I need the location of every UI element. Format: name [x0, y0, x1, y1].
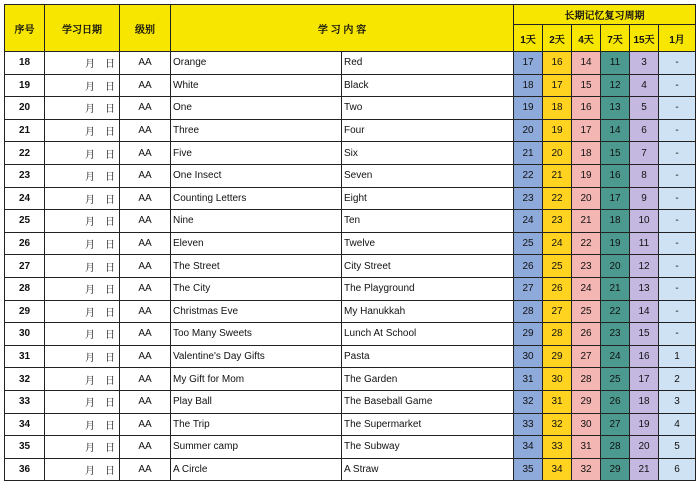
review-cell-15d: 6 [630, 119, 659, 142]
header-interval-1m: 1月 [659, 25, 696, 52]
header-level: 级别 [120, 5, 171, 52]
content-a-cell: Summer camp [171, 436, 342, 459]
level-cell: AA [120, 323, 171, 346]
review-cell-1m: - [659, 255, 696, 278]
content-b-cell: My Hanukkah [342, 300, 514, 323]
table-row [5, 368, 696, 391]
content-b-cell: Black [342, 74, 514, 97]
review-cell-1m: 6 [659, 458, 696, 481]
review-cell-7d: 15 [601, 142, 630, 165]
date-cell: 月 日 [45, 390, 120, 413]
review-cell-4d: 31 [572, 436, 601, 459]
review-cell-7d: 12 [601, 74, 630, 97]
review-cell-1m: 4 [659, 413, 696, 436]
table-row [5, 323, 696, 346]
table-row [5, 277, 696, 300]
review-cell-1m: 2 [659, 368, 696, 391]
table-row [5, 232, 696, 255]
header-interval-15d: 15天 [630, 25, 659, 52]
review-cell-7d: 25 [601, 368, 630, 391]
review-cell-1d: 34 [514, 436, 543, 459]
review-cell-1m: 1 [659, 345, 696, 368]
review-cell-4d: 30 [572, 413, 601, 436]
seq-cell: 31 [5, 345, 45, 368]
content-b-cell: The Garden [342, 368, 514, 391]
review-cell-2d: 22 [543, 187, 572, 210]
level-cell: AA [120, 232, 171, 255]
header-content: 学 习 内 容 [171, 5, 514, 52]
review-cell-15d: 16 [630, 345, 659, 368]
review-cell-1m: - [659, 323, 696, 346]
review-cell-4d: 27 [572, 345, 601, 368]
level-cell: AA [120, 436, 171, 459]
review-cell-15d: 19 [630, 413, 659, 436]
review-cell-15d: 3 [630, 52, 659, 75]
content-b-cell: Seven [342, 164, 514, 187]
review-cell-15d: 21 [630, 458, 659, 481]
level-cell: AA [120, 277, 171, 300]
level-cell: AA [120, 210, 171, 233]
table-row [5, 436, 696, 459]
review-cell-15d: 15 [630, 323, 659, 346]
review-cell-7d: 13 [601, 97, 630, 120]
review-cell-2d: 29 [543, 345, 572, 368]
review-cell-4d: 16 [572, 97, 601, 120]
table-row [5, 97, 696, 120]
level-cell: AA [120, 458, 171, 481]
content-b-cell: The Playground [342, 277, 514, 300]
review-cell-4d: 23 [572, 255, 601, 278]
content-a-cell: Valentine's Day Gifts [171, 345, 342, 368]
review-cell-2d: 27 [543, 300, 572, 323]
table-row [5, 345, 696, 368]
date-cell: 月 日 [45, 97, 120, 120]
content-b-cell: A Straw [342, 458, 514, 481]
review-cell-1d: 22 [514, 164, 543, 187]
review-cell-7d: 17 [601, 187, 630, 210]
seq-cell: 29 [5, 300, 45, 323]
review-cell-1m: - [659, 97, 696, 120]
review-cell-1m: - [659, 187, 696, 210]
level-cell: AA [120, 345, 171, 368]
date-cell: 月 日 [45, 164, 120, 187]
table-row [5, 119, 696, 142]
seq-cell: 35 [5, 436, 45, 459]
level-cell: AA [120, 97, 171, 120]
table-row [5, 210, 696, 233]
review-cell-1m: - [659, 142, 696, 165]
content-a-cell: A Circle [171, 458, 342, 481]
header-interval-1d: 1天 [514, 25, 543, 52]
content-a-cell: Nine [171, 210, 342, 233]
review-cell-2d: 28 [543, 323, 572, 346]
review-cell-1d: 33 [514, 413, 543, 436]
content-a-cell: Too Many Sweets [171, 323, 342, 346]
content-a-cell: The Street [171, 255, 342, 278]
review-cell-1d: 18 [514, 74, 543, 97]
review-cell-15d: 13 [630, 277, 659, 300]
table-row [5, 142, 696, 165]
review-cell-1m: - [659, 277, 696, 300]
content-a-cell: One [171, 97, 342, 120]
seq-cell: 28 [5, 277, 45, 300]
review-cell-2d: 33 [543, 436, 572, 459]
review-cell-7d: 29 [601, 458, 630, 481]
seq-cell: 30 [5, 323, 45, 346]
review-cell-4d: 26 [572, 323, 601, 346]
review-cell-7d: 18 [601, 210, 630, 233]
date-cell: 月 日 [45, 52, 120, 75]
review-cell-1m: - [659, 210, 696, 233]
review-cell-2d: 32 [543, 413, 572, 436]
review-cell-1d: 30 [514, 345, 543, 368]
table-row [5, 255, 696, 278]
table-row [5, 300, 696, 323]
date-cell: 月 日 [45, 368, 120, 391]
review-cell-4d: 19 [572, 164, 601, 187]
seq-cell: 26 [5, 232, 45, 255]
review-cell-1d: 27 [514, 277, 543, 300]
table-body [5, 52, 696, 481]
content-b-cell: City Street [342, 255, 514, 278]
content-b-cell: Twelve [342, 232, 514, 255]
content-b-cell: The Supermarket [342, 413, 514, 436]
review-cell-4d: 21 [572, 210, 601, 233]
review-cell-7d: 23 [601, 323, 630, 346]
review-cell-2d: 26 [543, 277, 572, 300]
header-seq: 序号 [5, 5, 45, 52]
seq-cell: 22 [5, 142, 45, 165]
review-cell-1d: 21 [514, 142, 543, 165]
review-cell-7d: 24 [601, 345, 630, 368]
review-cell-4d: 20 [572, 187, 601, 210]
content-a-cell: One Insect [171, 164, 342, 187]
content-a-cell: My Gift for Mom [171, 368, 342, 391]
content-a-cell: Three [171, 119, 342, 142]
review-cell-7d: 20 [601, 255, 630, 278]
review-cell-1d: 20 [514, 119, 543, 142]
review-cell-7d: 14 [601, 119, 630, 142]
review-cell-4d: 17 [572, 119, 601, 142]
review-cell-2d: 21 [543, 164, 572, 187]
review-schedule-table [4, 4, 696, 481]
review-cell-15d: 12 [630, 255, 659, 278]
date-cell: 月 日 [45, 458, 120, 481]
content-b-cell: Lunch At School [342, 323, 514, 346]
review-cell-1d: 25 [514, 232, 543, 255]
review-cell-1d: 32 [514, 390, 543, 413]
seq-cell: 34 [5, 413, 45, 436]
review-cell-1d: 26 [514, 255, 543, 278]
seq-cell: 20 [5, 97, 45, 120]
table-row [5, 74, 696, 97]
review-cell-2d: 34 [543, 458, 572, 481]
review-cell-4d: 25 [572, 300, 601, 323]
review-cell-2d: 19 [543, 119, 572, 142]
table-row [5, 187, 696, 210]
review-cell-1m: - [659, 52, 696, 75]
review-cell-1d: 28 [514, 300, 543, 323]
review-cell-4d: 22 [572, 232, 601, 255]
seq-cell: 18 [5, 52, 45, 75]
date-cell: 月 日 [45, 119, 120, 142]
review-cell-4d: 15 [572, 74, 601, 97]
review-cell-2d: 18 [543, 97, 572, 120]
review-cell-4d: 24 [572, 277, 601, 300]
date-cell: 月 日 [45, 436, 120, 459]
seq-cell: 21 [5, 119, 45, 142]
seq-cell: 36 [5, 458, 45, 481]
content-a-cell: The City [171, 277, 342, 300]
header-date: 学习日期 [45, 5, 120, 52]
content-a-cell: The Trip [171, 413, 342, 436]
review-cell-15d: 4 [630, 74, 659, 97]
date-cell: 月 日 [45, 345, 120, 368]
seq-cell: 27 [5, 255, 45, 278]
level-cell: AA [120, 119, 171, 142]
date-cell: 月 日 [45, 187, 120, 210]
review-cell-15d: 20 [630, 436, 659, 459]
review-cell-1m: - [659, 74, 696, 97]
review-cell-7d: 27 [601, 413, 630, 436]
level-cell: AA [120, 52, 171, 75]
review-cell-15d: 8 [630, 164, 659, 187]
level-cell: AA [120, 300, 171, 323]
content-b-cell: Six [342, 142, 514, 165]
date-cell: 月 日 [45, 232, 120, 255]
review-cell-15d: 11 [630, 232, 659, 255]
review-cell-4d: 14 [572, 52, 601, 75]
review-cell-1m: - [659, 232, 696, 255]
table-row [5, 52, 696, 75]
table-row [5, 164, 696, 187]
review-cell-1d: 31 [514, 368, 543, 391]
date-cell: 月 日 [45, 323, 120, 346]
seq-cell: 25 [5, 210, 45, 233]
review-cell-2d: 31 [543, 390, 572, 413]
review-cell-2d: 30 [543, 368, 572, 391]
level-cell: AA [120, 255, 171, 278]
review-cell-15d: 10 [630, 210, 659, 233]
review-cell-1d: 23 [514, 187, 543, 210]
seq-cell: 33 [5, 390, 45, 413]
content-b-cell: The Subway [342, 436, 514, 459]
content-a-cell: Counting Letters [171, 187, 342, 210]
review-cell-2d: 20 [543, 142, 572, 165]
review-cell-7d: 28 [601, 436, 630, 459]
content-a-cell: Eleven [171, 232, 342, 255]
review-cell-1m: - [659, 300, 696, 323]
seq-cell: 32 [5, 368, 45, 391]
review-cell-7d: 22 [601, 300, 630, 323]
review-cell-1d: 35 [514, 458, 543, 481]
seq-cell: 24 [5, 187, 45, 210]
review-cell-1d: 24 [514, 210, 543, 233]
content-a-cell: Christmas Eve [171, 300, 342, 323]
header-interval-2d: 2天 [543, 25, 572, 52]
seq-cell: 19 [5, 74, 45, 97]
table-row [5, 458, 696, 481]
review-cell-1m: 5 [659, 436, 696, 459]
review-cell-4d: 29 [572, 390, 601, 413]
date-cell: 月 日 [45, 413, 120, 436]
review-cell-15d: 14 [630, 300, 659, 323]
review-cell-7d: 19 [601, 232, 630, 255]
review-cell-2d: 17 [543, 74, 572, 97]
header-review-period: 长期记忆复习周期 [514, 5, 696, 25]
review-cell-4d: 32 [572, 458, 601, 481]
review-cell-15d: 5 [630, 97, 659, 120]
review-cell-1m: 3 [659, 390, 696, 413]
review-cell-7d: 16 [601, 164, 630, 187]
date-cell: 月 日 [45, 142, 120, 165]
content-a-cell: Play Ball [171, 390, 342, 413]
seq-cell: 23 [5, 164, 45, 187]
review-cell-1d: 17 [514, 52, 543, 75]
date-cell: 月 日 [45, 74, 120, 97]
content-a-cell: Orange [171, 52, 342, 75]
review-cell-1m: - [659, 119, 696, 142]
review-cell-2d: 16 [543, 52, 572, 75]
review-cell-15d: 17 [630, 368, 659, 391]
content-b-cell: Red [342, 52, 514, 75]
content-b-cell: The Baseball Game [342, 390, 514, 413]
level-cell: AA [120, 187, 171, 210]
review-cell-7d: 21 [601, 277, 630, 300]
content-b-cell: Ten [342, 210, 514, 233]
review-cell-1m: - [659, 164, 696, 187]
review-cell-4d: 28 [572, 368, 601, 391]
header-interval-7d: 7天 [601, 25, 630, 52]
review-cell-15d: 9 [630, 187, 659, 210]
table-row [5, 413, 696, 436]
content-a-cell: Five [171, 142, 342, 165]
review-cell-2d: 23 [543, 210, 572, 233]
review-cell-1d: 19 [514, 97, 543, 120]
level-cell: AA [120, 368, 171, 391]
review-cell-2d: 25 [543, 255, 572, 278]
review-cell-7d: 26 [601, 390, 630, 413]
review-cell-15d: 18 [630, 390, 659, 413]
date-cell: 月 日 [45, 255, 120, 278]
content-b-cell: Two [342, 97, 514, 120]
content-b-cell: Pasta [342, 345, 514, 368]
review-cell-7d: 11 [601, 52, 630, 75]
content-b-cell: Four [342, 119, 514, 142]
date-cell: 月 日 [45, 300, 120, 323]
review-cell-4d: 18 [572, 142, 601, 165]
header-interval-4d: 4天 [572, 25, 601, 52]
table-row [5, 390, 696, 413]
level-cell: AA [120, 164, 171, 187]
review-cell-1d: 29 [514, 323, 543, 346]
level-cell: AA [120, 413, 171, 436]
level-cell: AA [120, 142, 171, 165]
date-cell: 月 日 [45, 277, 120, 300]
review-cell-15d: 7 [630, 142, 659, 165]
content-a-cell: White [171, 74, 342, 97]
content-b-cell: Eight [342, 187, 514, 210]
review-cell-2d: 24 [543, 232, 572, 255]
level-cell: AA [120, 74, 171, 97]
date-cell: 月 日 [45, 210, 120, 233]
level-cell: AA [120, 390, 171, 413]
